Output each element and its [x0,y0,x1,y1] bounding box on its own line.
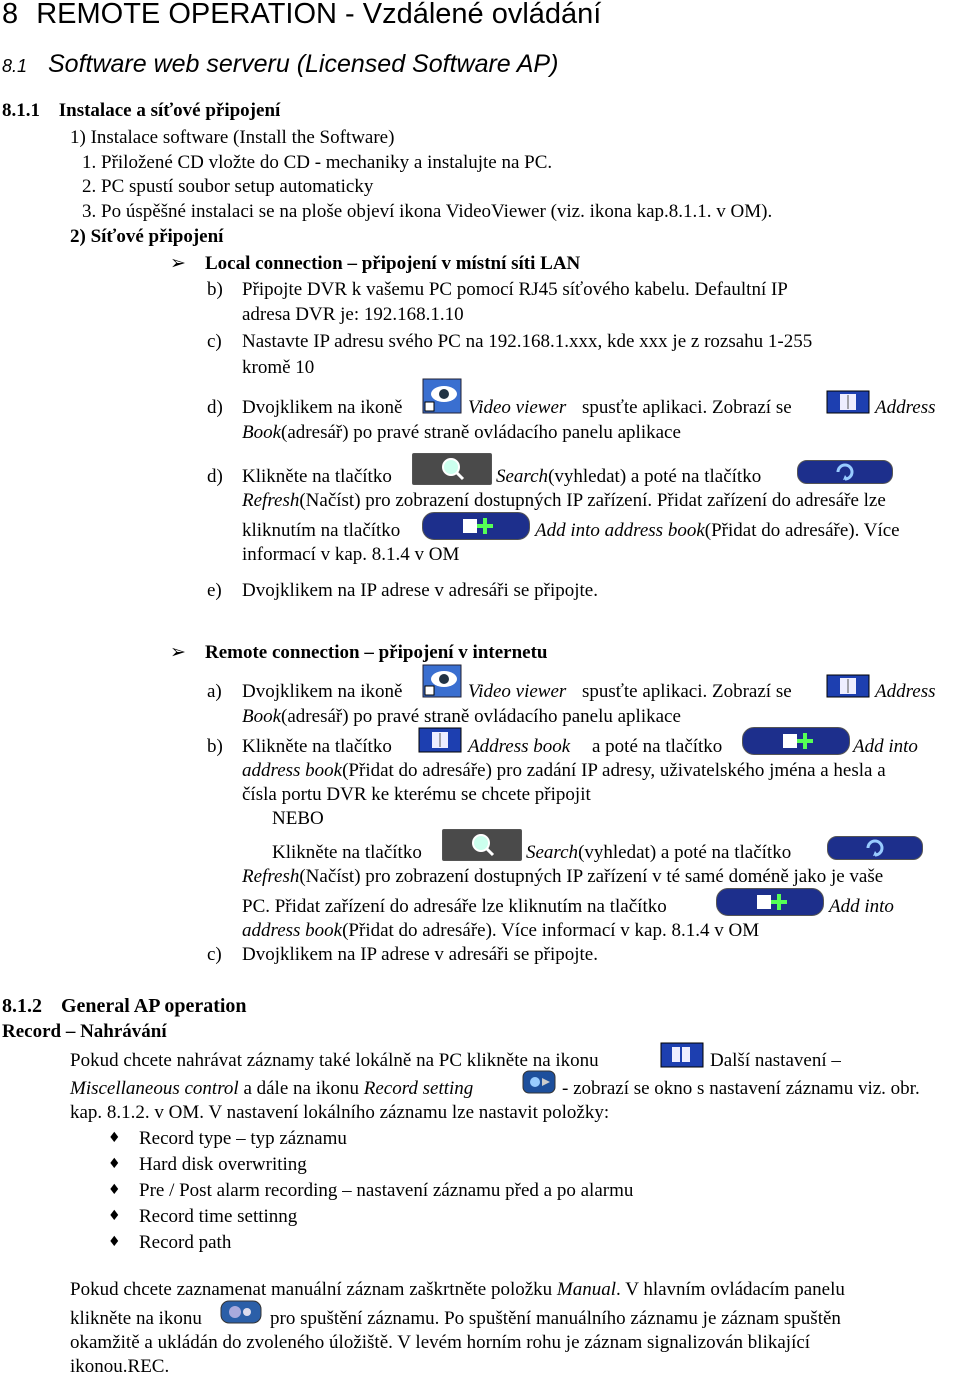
add-into-label: Add into [829,896,894,917]
record-setting-label: Record setting [363,1078,474,1099]
diamond-bullet-icon: ♦ [108,1234,121,1250]
diamond-bullet-icon: ♦ [108,1130,121,1146]
item-label-c2: c) [207,944,222,965]
subsection-812 [2,996,247,1016]
address-label: Address [875,397,936,418]
subsection-number: 8.1.1 [2,100,40,121]
item-rn-text2: (vyhledat) a poté na tlačítko [578,842,792,863]
diamond-bullet-icon: ♦ [108,1208,121,1224]
refresh-button-image [797,460,893,484]
item-rn-text: Klikněte na tlačítko [272,842,422,863]
install-item-1: 1. Přiložené CD vložte do CD - mechaniky a instalujte na PC. [82,152,553,173]
item-label-b: b) [207,279,223,300]
item-d2-line3-end: (Přidat do adresáře). Více [704,520,900,541]
manual-label: Manual [556,1279,617,1300]
chapter-heading [2,0,601,29]
arrow-bullet-icon: ➢ [170,641,186,663]
video-viewer-label: Video viewer [468,681,567,702]
install-item-2: 2. PC spustí soubor setup automaticky [82,176,374,197]
item-ra-text: Dvojklikem na ikoně [242,681,403,702]
bullet-hdd-overwriting: Hard disk overwriting [139,1154,307,1175]
record-p2-line1: Pokud chcete zaznamenat manuální záznam zaškrtněte položku [70,1279,553,1300]
arrow-bullet-icon: ➢ [170,252,186,274]
item-label-e: e) [207,580,222,601]
item-rb-text2: a poté na tlačítko [592,736,723,757]
diamond-bullet-icon: ♦ [108,1156,121,1172]
subsection-title: Instalace a síťové připojení [58,100,281,121]
item-b-line1: Připojte DVR k vašemu PC pomocí RJ45 síťového kabelu. Defaultní IP [242,279,788,300]
item-rb-line3: čísla portu DVR ke kterému se chcete připojit [242,784,591,805]
record-p1-line2-mid: a dále na ikonu [243,1078,359,1099]
record-p2-line3: okamžitě a ukládán do zvoleného úložiště. V levém horním rohu je záznam signalizován blikající [70,1332,811,1353]
item-d2-text2: (vyhledat) a poté na tlačítko [548,466,762,487]
book-label: Book [242,422,282,443]
item-d2-line2: (Načíst) pro zobrazení dostupných IP zařízení. Přidat zařízení do adresáře lze [299,490,886,511]
item-label-a: a) [207,681,222,702]
section-title: Software web serveru (Licensed Software AP) [47,50,559,78]
item-d2-text: Klikněte na tlačítko [242,466,392,487]
misc-settings-icon [660,1042,704,1068]
misc-control-label: Miscellaneous control [70,1078,239,1099]
diamond-bullet-icon: ♦ [108,1182,121,1198]
record-heading: Record – Nahrávání [2,1021,167,1042]
video-viewer-icon [422,664,462,698]
item-d1-line2: (adresář) po pravé straně ovládacího panelu aplikace [281,422,681,443]
address-book-label-2: address book [242,760,343,781]
address-book-label-3: address book [242,920,343,941]
item-d2-line3: kliknutím na tlačítko [242,520,401,541]
or-label: NEBO [272,808,324,829]
item-rc-text: Dvojklikem na IP adrese v adresáři se připojte. [242,944,598,965]
book-label: Book [242,706,282,727]
subsection-title: General AP operation [61,995,247,1017]
item-c-line1: Nastavte IP adresu svého PC na 192.168.1.xxx, kde xxx je z rozsahu 1-255 [242,331,813,352]
address-label: Address [875,681,936,702]
item-b-line2: adresa DVR je: 192.168.1.10 [242,304,464,325]
video-viewer-label: Video viewer [468,397,567,418]
search-label: Search [496,466,549,487]
video-viewer-icon [422,378,462,414]
manual-record-icon [220,1300,262,1324]
remote-connection-title: Remote connection – připojení v internetu [205,642,548,663]
refresh-label: Refresh [242,866,300,887]
search-label: Search [526,842,579,863]
network-heading: 2) Síťové připojení [70,226,224,247]
add-into-address-book-button-image [422,512,530,540]
item-rb-line2: (Přidat do adresáře) pro zadání IP adresy, uživatelského jména a hesla a [342,760,886,781]
add-into-address-book-button-image [742,727,850,755]
item-d1-text2: spusťte aplikaci. Zobrazí se [582,397,792,418]
record-p1-line1-end: Další nastavení – [710,1050,841,1071]
search-button-image [442,829,522,861]
install-heading: 1) Instalace software (Install the Software) [70,127,395,148]
item-rn-line2: (Načíst) pro zobrazení dostupných IP zařízení v té samé doméně jako je vaše [299,866,884,887]
record-p1-line1: Pokud chcete nahrávat záznamy také lokálně na PC klikněte na ikonu [70,1050,599,1071]
bullet-pre-post-alarm: Pre / Post alarm recording – nastavení záznamu před a po alarmu [139,1180,634,1201]
item-c-line2: kromě 10 [242,357,315,378]
record-p2-line2: klikněte na ikonu [70,1308,202,1329]
item-ra-text2: spusťte aplikaci. Zobrazí se [582,681,792,702]
record-p2-line2-end: pro spuštění záznamu. Po spuštění manuálního záznamu je záznam spuštěn [270,1308,841,1329]
item-label-d: d) [207,397,223,418]
item-d2-line4: informací v kap. 8.1.4 v OM [242,544,460,565]
item-label-b2: b) [207,736,223,757]
section-heading [2,52,558,77]
item-e-text: Dvojklikem na IP adrese v adresáři se připojte. [242,580,598,601]
address-book-icon [826,390,870,414]
record-p2-line4: ikonou.REC. [70,1356,170,1377]
address-book-label: Address book [468,736,571,757]
add-into-label: Add into [853,736,918,757]
item-label-c: c) [207,331,222,352]
search-button-image [412,453,492,485]
item-rb-text: Klikněte na tlačítko [242,736,392,757]
bullet-record-type: Record type – typ záznamu [139,1128,347,1149]
add-into-address-book-label: Add into address book [535,520,705,541]
item-label-d2: d) [207,466,223,487]
item-rn-line3: PC. Přidat zařízení do adresáře lze kliknutím na tlačítko [242,896,667,917]
chapter-number: 8 [2,0,19,30]
address-book-icon [826,674,870,698]
bullet-record-path: Record path [139,1232,232,1253]
item-ra-line2: (adresář) po pravé straně ovládacího panelu aplikace [281,706,681,727]
refresh-label: Refresh [242,490,300,511]
chapter-title: REMOTE OPERATION - Vzdálené ovládání [36,0,602,30]
subsection-811 [2,101,280,120]
address-book-button-image [418,727,462,753]
record-setting-icon [522,1070,556,1094]
subsection-number: 8.1.2 [2,995,42,1017]
section-number: 8.1 [2,56,28,76]
add-into-address-book-button-image [716,888,824,916]
record-p1-line3: kap. 8.1.2. v OM. V nastavení lokálního záznamu lze nastavit položky: [70,1102,610,1123]
install-item-3: 3. Po úspěšné instalaci se na ploše objeví ikona VideoViewer (viz. ikona kap.8.1.1. v OM). [82,201,773,222]
local-connection-title: Local connection – připojení v místní síti LAN [205,253,581,274]
bullet-record-time: Record time settinng [139,1206,298,1227]
item-rn-line4: (Přidat do adresáře). Více informací v kap. 8.1.4 v OM [342,920,760,941]
record-p2-line1-end: . V hlavním ovládacím panelu [616,1279,845,1300]
record-p1-line2-end: - zobrazí se okno s nastavení záznamu viz. obr. [562,1078,920,1099]
refresh-button-image [827,836,923,860]
item-d1-text: Dvojklikem na ikoně [242,397,403,418]
